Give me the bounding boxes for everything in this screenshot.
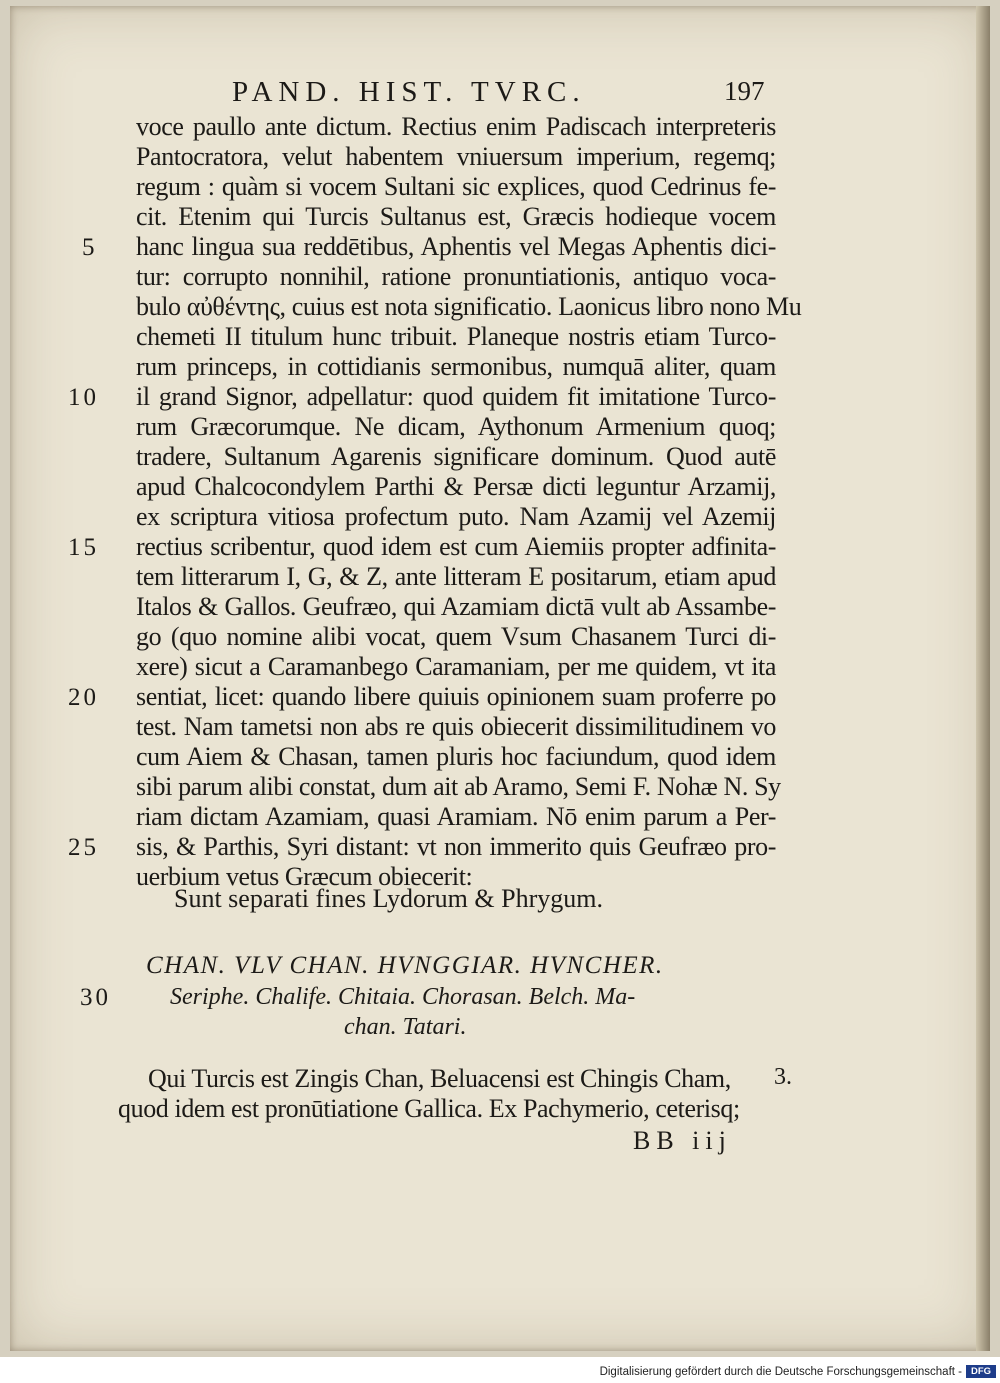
text-line: go (quo nomine alibi vocat, quem Vsum Chasanem Turci di-: [136, 622, 776, 651]
text-line: rectius scribentur, quod idem est cum Aiemiis propter adfinita-: [136, 532, 776, 561]
text-line: tem litterarum I, G, & Z, ante litteram E positarum, etiam apud: [136, 562, 776, 591]
text-line: quod idem est pronūtiatione Gallica. Ex Pachymerio, ceterisq;: [118, 1094, 740, 1123]
dfg-logo[interactable]: DFG: [966, 1365, 996, 1378]
text-line: rum Græcorumque. Ne dicam, Aythonum Armenium quoq;: [136, 412, 776, 441]
text-line: ex scriptura vitiosa profectum puto. Nam Azamij vel Azemij: [136, 502, 776, 531]
text-line: il grand Signor, adpellatur: quod quidem fit imitatione Turco-: [136, 382, 776, 411]
section-heading: CHAN. VLV CHAN. HVNGGIAR. HVNCHER.: [146, 952, 664, 979]
text-line: sis, & Parthis, Syri distant: vt non immerito quis Geufræo pro-: [136, 832, 776, 861]
text-line: test. Nam tametsi non abs re quis obiecerit dissimilitudinem vo: [136, 712, 776, 741]
verse-quotation: Sunt separati fines Lydorum & Phrygum.: [174, 884, 603, 913]
section-subheading: chan. Tatari.: [344, 1014, 467, 1040]
text-line: voce paullo ante dictum. Rectius enim Padiscach interpreteris: [136, 112, 776, 141]
line-number: 20: [68, 684, 99, 711]
text-line: sentiat, licet: quando libere quiuis opinionem suam proferre po: [136, 682, 776, 711]
text-line: bulo αὐθέντης, cuius est nota significatio. Laonicus libro nono Mu: [136, 292, 802, 321]
section-subheading: Seriphe. Chalife. Chitaia. Chorasan. Belch. Ma-: [170, 984, 636, 1010]
running-head: PAND. HIST. TVRC.: [232, 76, 586, 108]
text-line: chemeti II titulum hunc tribuit. Planeque nostris etiam Turco-: [136, 322, 776, 351]
text-line: apud Chalcocondylem Parthi & Persæ dicti leguntur Arzamij,: [136, 472, 776, 501]
signature-mark: BB iij: [633, 1126, 732, 1155]
text-line: uerbium vetus Græcum obiecerit:: [136, 862, 473, 891]
line-number: 30: [80, 984, 111, 1011]
line-number: 10: [68, 384, 99, 411]
text-line: sibi parum alibi constat, dum ait ab Aramo, Semi F. Nohæ N. Sy: [136, 772, 781, 801]
line-number: 15: [68, 534, 99, 561]
text-line: rum princeps, in cottidianis sermonibus, numquā aliter, quam: [136, 352, 776, 381]
margin-mark: 3.: [774, 1064, 792, 1090]
line-number: 5: [82, 234, 98, 261]
text-line: riam dictam Azamiam, quasi Aramiam. Nō enim parum a Per-: [136, 802, 776, 831]
line-number: 25: [68, 834, 99, 861]
text-line: cum Aiem & Chasan, tamen pluris hoc faciundum, quod idem: [136, 742, 776, 771]
text-line: tradere, Sultanum Agarenis significare dominum. Quod autē: [136, 442, 776, 471]
text-line: tur: corrupto nonnihil, ratione pronuntiationis, antiquo voca-: [136, 262, 776, 291]
text-line: Italos & Gallos. Geufræo, qui Azamiam dictā vult ab Assambe-: [136, 592, 776, 621]
text-line: regum : quàm si vocem Sultani sic explices, quod Cedrinus fe-: [136, 172, 776, 201]
page-edge-shadow: [976, 6, 990, 1351]
text-line: Qui Turcis est Zingis Chan, Beluacensi est Chingis Cham,: [148, 1064, 731, 1093]
text-line: Pantocratora, velut habentem vniuersum imperium, regemq;: [136, 142, 776, 171]
text-line: hanc lingua sua reddētibus, Aphentis vel Megas Aphentis dici-: [136, 232, 776, 261]
text-line: xere) sicut a Caramanbego Caramaniam, per me quidem, vt ita: [136, 652, 776, 681]
text-line: cit. Etenim qui Turcis Sultanus est, Græcis hodieque vocem: [136, 202, 776, 231]
funding-credit: Digitalisierung gefördert durch die Deutsche Forschungsgemeinschaft -: [599, 1366, 962, 1378]
page-number: 197: [724, 76, 765, 106]
